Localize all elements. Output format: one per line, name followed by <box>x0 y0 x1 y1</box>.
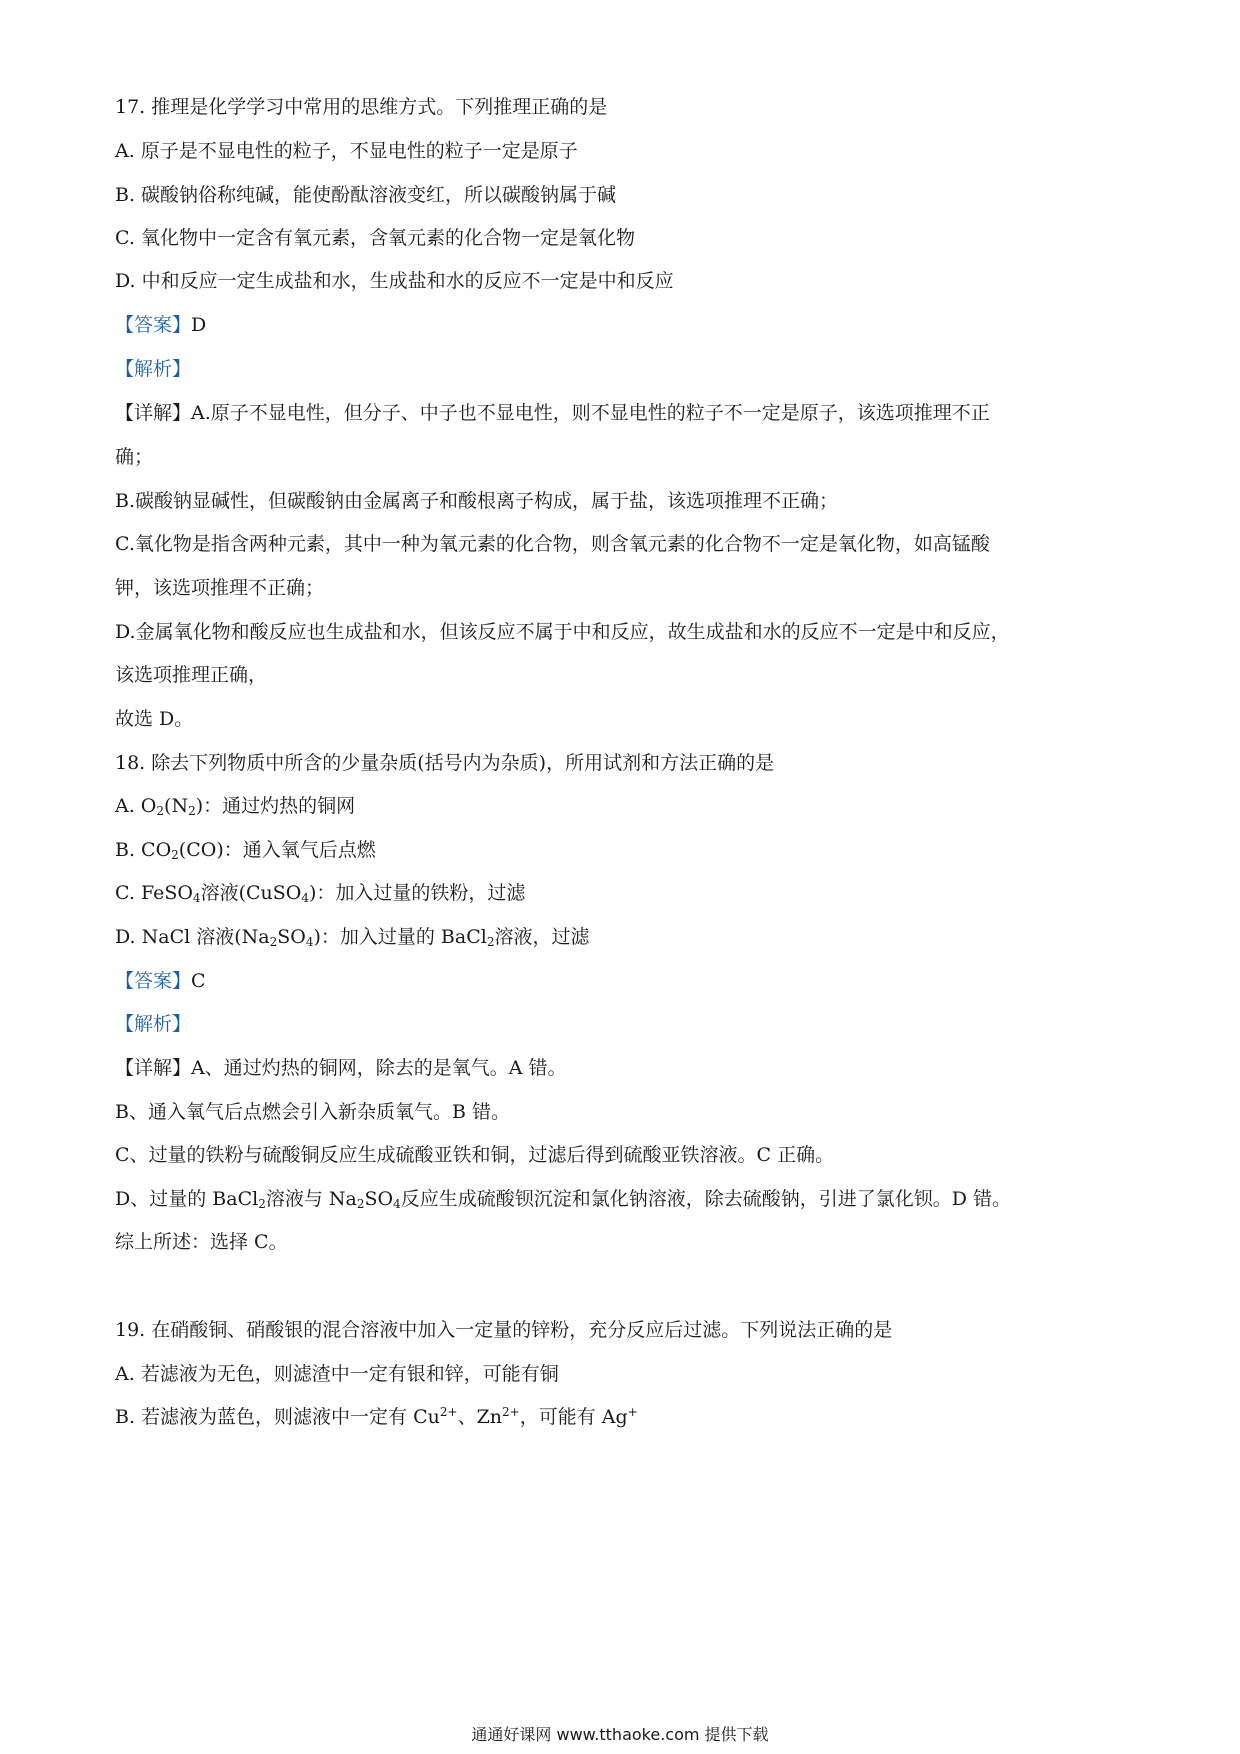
q18-detail-tag: 【详解】 <box>115 1057 192 1079</box>
q19-stem: 19. 在硝酸铜、硝酸银的混合溶液中加入一定量的锌粉，充分反应后过滤。下列说法正确的是 <box>115 1319 893 1341</box>
page-footer: 通通好课网 www.tthaoke.com 提供下载 <box>471 1725 769 1744</box>
q19-option-a: A. 若滤液为无色，则滤渣中一定有银和锌，可能有铜 <box>115 1363 559 1385</box>
q17-answer-value: D <box>191 314 207 336</box>
q17-stem: 17. 推理是化学学习中常用的思维方式。下列推理正确的是 <box>115 96 608 118</box>
q18-option-d-sub3: 2 <box>486 935 495 949</box>
q17-detail-1a-text: A.原子不显电性，但分子、中子也不显电性，则不显电性的粒子不一定是原子，该选项推理不正 <box>191 402 990 424</box>
q18-analysis <box>115 1011 191 1037</box>
q18-detail-2: B、通入氧气后点燃会引入新杂质氧气。B 错。 <box>115 1101 510 1123</box>
q18-option-c-part2: 溶液(CuSO <box>200 882 302 904</box>
q18-option-a-part3: )：通过灼热的铜网 <box>195 795 356 817</box>
q17-detail-3b: 钾，该选项推理不正确； <box>115 577 325 599</box>
q17-detail-4a: D.金属氧化物和酸反应也生成盐和水，但该反应不属于中和反应，故生成盐和水的反应不一定是中和反应， <box>115 621 1010 643</box>
q18-option-d-part2: SO <box>277 926 306 948</box>
q19-option-b-sup2: 2+ <box>502 1405 520 1419</box>
q18-detail-4-sub3: 4 <box>393 1197 401 1211</box>
q17-detail-4b: 该选项推理正确， <box>115 664 268 686</box>
q18-detail-4-part4: 反应生成硫酸钡沉淀和氯化钠溶液，除去硫酸钠，引进了氯化钡。D 错。 <box>400 1188 1011 1210</box>
q18-option-b-part2: (CO)：通入氧气后点燃 <box>178 839 376 861</box>
q18-option-d-sub2: 4 <box>305 935 314 949</box>
q18-option-d-part1: D. NaCl 溶液(Na <box>115 926 270 948</box>
q19-option-b-part3: ，可能有 Ag <box>519 1406 628 1428</box>
q17-detail-1a <box>115 400 990 426</box>
q18-answer <box>115 968 206 994</box>
q18-option-b <box>115 837 376 863</box>
q18-option-c-sub1: 4 <box>192 891 201 905</box>
q18-detail-4-part1: D、过量的 BaCl <box>115 1188 259 1210</box>
q17-option-c: C. 氧化物中一定含有氧元素，含氧元素的化合物一定是氧化物 <box>115 227 635 249</box>
q17-option-a: A. 原子是不显电性的粒子，不显电性的粒子一定是原子 <box>115 140 578 162</box>
q18-analysis-tag: 【解析】 <box>115 1013 192 1035</box>
q18-option-d <box>115 924 590 950</box>
q18-detail-4-sub2: 2 <box>356 1197 365 1211</box>
q18-detail-4-sub1: 2 <box>258 1197 266 1211</box>
q18-answer-tag: 【答案】 <box>115 970 192 992</box>
q17-answer-tag: 【答案】 <box>115 314 192 336</box>
q18-detail-3: C、过量的铁粉与硫酸铜反应生成硫酸亚铁和铜，过滤后得到硫酸亚铁溶液。C 正确。 <box>115 1144 835 1166</box>
q18-option-c-part1: C. FeSO <box>115 882 193 904</box>
q18-option-d-part3: )：加入过量的 BaCl <box>313 926 487 948</box>
q17-conclusion: 故选 D。 <box>115 708 194 730</box>
q18-option-c-part3: )：加入过量的铁粉，过滤 <box>308 882 526 904</box>
q18-option-a-sub1: 2 <box>156 804 165 818</box>
q18-detail-1 <box>115 1055 567 1081</box>
q18-option-a-part1: A. O <box>115 795 157 817</box>
q18-option-b-sub1: 2 <box>171 848 179 862</box>
q18-option-a <box>115 793 355 819</box>
q17-answer <box>115 312 206 338</box>
q17-option-b: B. 碳酸钠俗称纯碱，能使酚酞溶液变红，所以碳酸钠属于碱 <box>115 184 617 206</box>
q18-option-d-sub1: 2 <box>269 935 278 949</box>
q18-option-a-sub2: 2 <box>188 804 196 818</box>
q18-detail-4-part3: SO <box>364 1188 394 1210</box>
q18-option-c <box>115 880 525 906</box>
q17-analysis-tag: 【解析】 <box>115 358 192 380</box>
q19-option-b-part1: B. 若滤液为蓝色，则滤液中一定有 Cu <box>115 1406 440 1428</box>
q18-answer-value: C <box>191 970 206 992</box>
q18-option-c-sub2: 4 <box>301 891 309 905</box>
q17-analysis <box>115 356 191 382</box>
q18-detail-1-text: A、通过灼热的铜网，除去的是氧气。A 错。 <box>191 1057 567 1079</box>
q18-option-d-part4: 溶液，过滤 <box>494 926 590 948</box>
q18-detail-4-part2: 溶液与 Na <box>265 1188 357 1210</box>
q17-detail-2: B.碳酸钠显碱性，但碳酸钠由金属离子和酸根离子构成，属于盐，该选项推理不正确； <box>115 490 839 512</box>
q18-stem: 18. 除去下列物质中所含的少量杂质(括号内为杂质)，所用试剂和方法正确的是 <box>115 752 775 774</box>
q18-detail-4 <box>115 1186 1011 1212</box>
q18-option-b-part1: B. CO <box>115 839 172 861</box>
q17-option-d: D. 中和反应一定生成盐和水，生成盐和水的反应不一定是中和反应 <box>115 270 674 292</box>
q18-option-a-part2: (N <box>164 795 189 817</box>
q19-option-b-sup1: 2+ <box>439 1405 458 1419</box>
q18-conclusion: 综上所述：选择 C。 <box>115 1231 288 1253</box>
q17-detail-tag: 【详解】 <box>115 402 192 424</box>
q17-detail-3a: C.氧化物是指含两种元素，其中一种为氧元素的化合物，则含氧元素的化合物不一定是氧化物，如高锰酸 <box>115 533 990 555</box>
q19-option-b-part2: 、Zn <box>457 1406 503 1428</box>
q17-detail-1b: 确； <box>115 446 154 468</box>
q19-option-b-sup3: + <box>627 1405 638 1419</box>
q19-option-b <box>115 1404 638 1430</box>
